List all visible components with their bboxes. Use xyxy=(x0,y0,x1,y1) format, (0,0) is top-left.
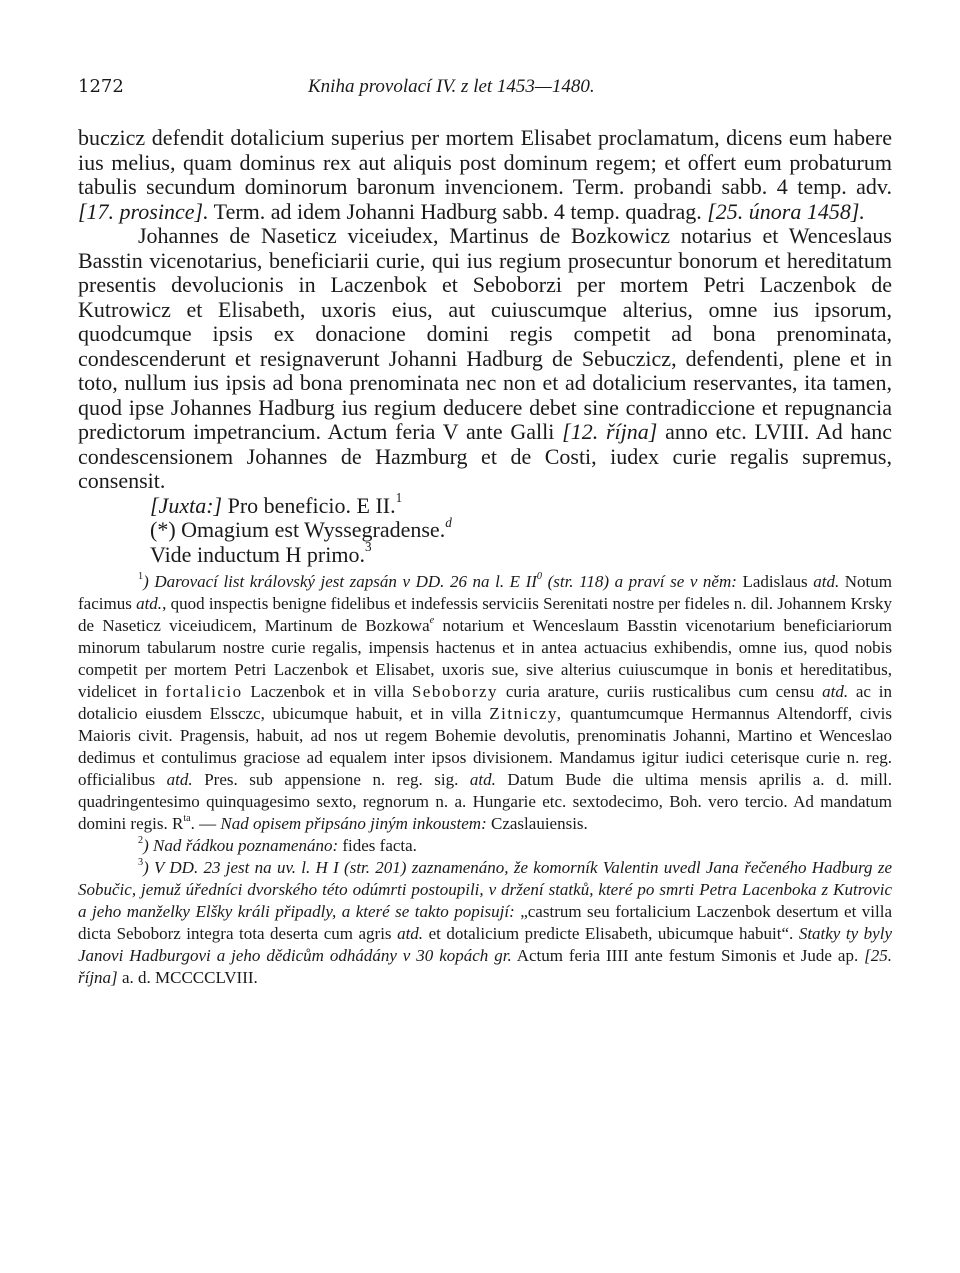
text: curia arature, curiis rusticalibus cum censu xyxy=(498,682,823,701)
footnote-mark: 3 xyxy=(138,856,144,868)
date-note: [17. prosince]. xyxy=(78,198,209,224)
text: atd. xyxy=(397,924,424,943)
footnotes xyxy=(78,571,892,989)
date-note: [25. října] xyxy=(78,946,892,987)
text: atd. xyxy=(469,770,496,789)
superscript: ta xyxy=(183,812,191,824)
text: Czaslauiensis. xyxy=(486,814,588,833)
footnote-2 xyxy=(78,835,892,857)
text: ) Darovací list královský jest zapsán v DD. 26 na l. E II xyxy=(143,572,537,591)
text: notarium et Wenceslaum Basstin vicenotarium beneficiariorum minorum tabularum nostre curie regalis, impensis hactenus et in antea actuacius exhibendis, omne ius, quod nobis competit per mortem Petri Laczenbok et Elisabet, uxoris sue, sive alterius cuiuscumque in bonis et hereditatibus, videlicet in xyxy=(78,616,893,701)
text: Term. ad idem Johanni Hadburg sabb. 4 temp. quadrag. xyxy=(208,198,708,224)
spaced-text: Zitniczy, xyxy=(489,704,563,723)
marginal-note-2 xyxy=(78,514,892,543)
text: et dotalicium predicte Elisabeth, ubicumque habuit“. xyxy=(423,924,799,943)
text: quantumcumque Hermannus Altendorff, civis Maioris civit. Pragensis, habuit, ad nos ut regem Bohemie devolutis, prenominatis Johanni, Martino et Wenceslao dedimus et contulimus graciose ad equalem inter ipsos divisionem. Mandamus igitur iudici ceterisque curie n. reg. officialibus xyxy=(78,704,892,789)
marginal-note-1 xyxy=(78,490,892,519)
date-note: [12. října] xyxy=(562,419,658,444)
text: , quod inspectis benigne fidelibus et indefessis serviciis Serenitati nostre per fideles n. dil. Johannem Krsky de Naseticz viceiudicem, Martinum de Bozkowa xyxy=(78,594,892,635)
page xyxy=(78,76,892,989)
text: buczicz defendit dotalicium superius per mortem Elisabet proclamatum, dicens eum habere ius melius, quam dominus rex aut aliquis post dominum regem; et offert eum probaturum tabulis secundum dominorum baronum invencionem. Term. probandi sabb. 4 temp. adv. xyxy=(78,125,892,199)
page-number: 1272 xyxy=(78,76,124,97)
text: (str. 118) a praví se v něm: xyxy=(542,572,737,591)
footnote-1 xyxy=(78,571,892,835)
footnote-3 xyxy=(78,857,892,989)
superscript: 0 xyxy=(536,570,542,582)
text: ac in dotalicio eiusdem Elssczc, ubicumque habuit, et in villa xyxy=(78,682,892,723)
text: ) Nad řádkou poznamenáno: xyxy=(143,836,339,855)
text: atd. xyxy=(822,682,849,701)
text: atd. xyxy=(136,594,163,613)
book-title: Kniha provolací IV. z let 1453—1480. xyxy=(308,76,595,97)
text: Actum feria IIII ante festum Simonis et Jude ap. xyxy=(511,946,865,965)
text: anno etc. LVIII. Ad hanc condescensionem Johannes de Hazmburg et de Costi, iudex curie regalis supremus, consensit. xyxy=(78,419,892,493)
text: (*) Omagium est Wyssegradense. xyxy=(150,517,446,542)
footnote-mark: 1 xyxy=(138,570,144,582)
footnote-mark: 2 xyxy=(138,834,144,846)
running-head xyxy=(78,76,892,106)
date-note: [25. února 1458]. xyxy=(707,198,865,224)
text: Nad opisem připsáno jiným inkoustem: xyxy=(220,814,487,833)
text: Pres. sub appensione n. reg. sig. xyxy=(192,770,470,789)
footnote-ref: 1 xyxy=(395,490,403,506)
footnote-ref: d xyxy=(445,514,452,530)
bracket-note: [Juxta:] xyxy=(150,492,223,518)
text: Notum facimus xyxy=(78,572,892,613)
text: atd. xyxy=(166,770,193,789)
text: Ladislaus xyxy=(736,572,814,591)
text: Datum Bude die ultima mensis aprilis a. d. mill. quadringentesimo quinquagesimo sexto, regnorum n. a. Hungarie etc. sextodecimo, Boh. vero tercio. Ad mandatum domini regis. R xyxy=(78,770,893,833)
text: ) V DD. 23 jest na uv. l. H I (str. 201) zaznamenáno, že komorník Valentin uvedl Jana řečeného Hadburg ze Sobučic, jemuž úředníci dvorského této odúmrti postoupili, v držení statků, které po smrti Petra Lacenboka z Kutrovic a jeho manželky Elšky králi připadly, a které se takto popisují: xyxy=(78,858,892,921)
text: Pro beneficio. E II. xyxy=(222,492,396,518)
footnote-ref: 3 xyxy=(364,539,372,555)
text: a. d. MCCCCLVIII. xyxy=(117,968,258,987)
text: Vide inductum H primo. xyxy=(150,541,365,567)
spaced-text: Seboborzy xyxy=(411,682,499,701)
superscript: e xyxy=(429,614,435,626)
paragraph-1 xyxy=(78,126,892,224)
spaced-text: fortalicio xyxy=(165,682,243,701)
text: Laczenbok et in villa xyxy=(242,682,412,701)
text: fides facta. xyxy=(338,836,417,855)
text: „castrum seu fortalicium Laczenbok desertum et villa dicta Seboborz integra tota deserta cum agris xyxy=(78,902,892,943)
text: Statky ty byly Janovi Hadburgovi a jeho dědicům odhádány v 30 kopách gr. xyxy=(78,924,892,965)
main-text xyxy=(78,126,892,567)
paragraph-2 xyxy=(78,224,892,494)
text: Johannes de Naseticz viceiudex, Martinus de Bozkowicz notarius et Wenceslaus Basstin vicenotarius, beneficiarii curie, qui ius regium prosecuntur bonorum et hereditatum presentis devolucionis in Laczenbok et Seboborzi per mortem Petri Laczenbok de Kutrowicz et Elisabeth, uxoris eius, aut cuiuscumque alterius, omne ius ipsorum, quodcumque ipsis ex donacione domini regis competit ad bona prenominata, condescenderunt et resignaverunt Johanni Hadburg de Sebuczicz, defendenti, plene et in toto, nullum ius ipsis ad bona prenominata nec non et ad dotalicium reservantes, ita tamen, quod ipse Johannes Hadburg ius regium deducere debet sine contradiccione et repugnancia predictorum impetrancium. Actum feria V ante Galli xyxy=(78,223,892,444)
marginal-note-3 xyxy=(78,539,892,568)
text: . — xyxy=(190,814,221,833)
text: atd. xyxy=(813,572,840,591)
